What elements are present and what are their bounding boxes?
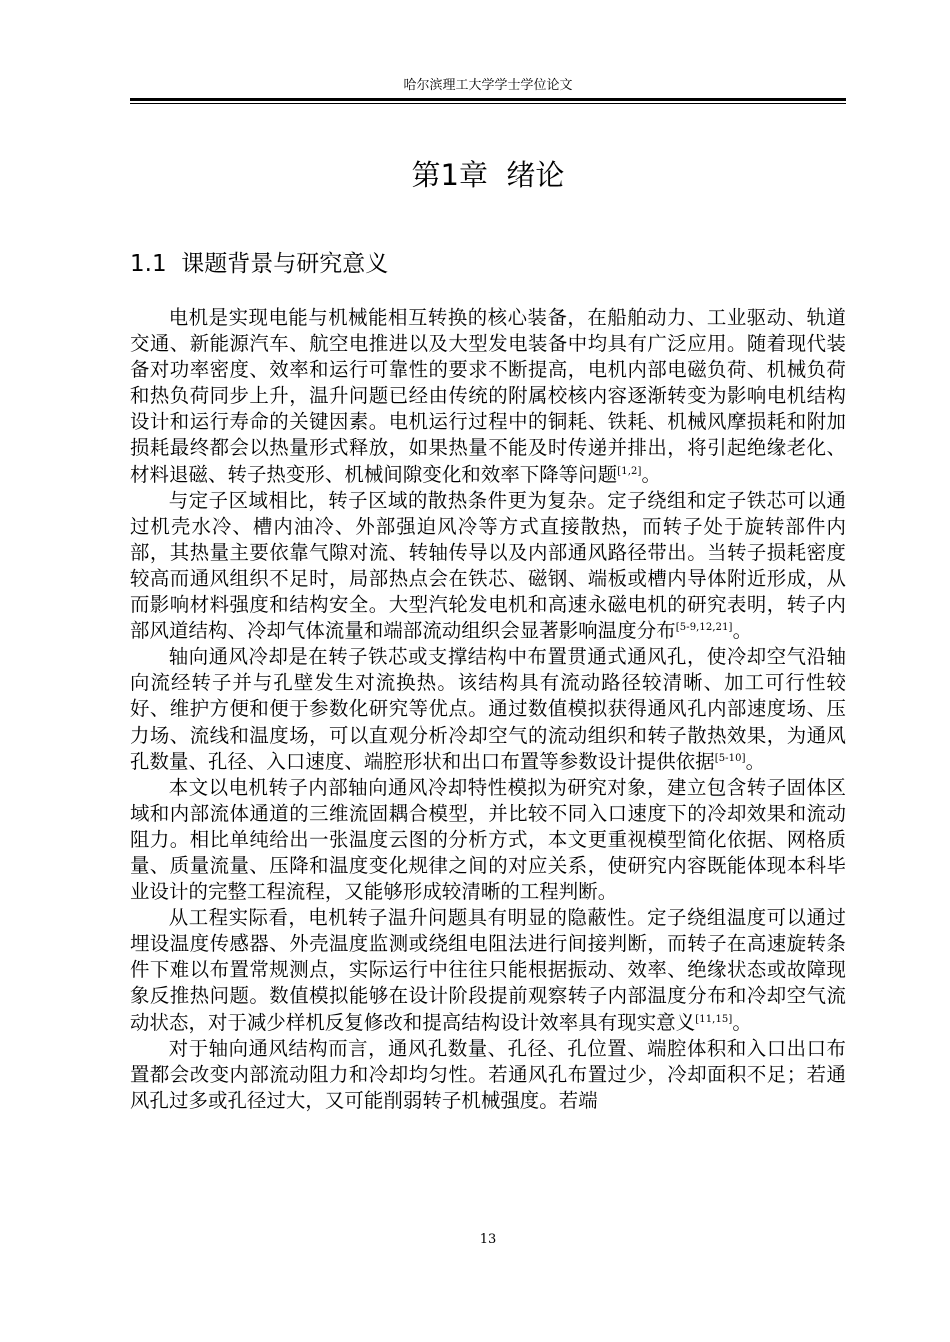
citation: [5-10] [714, 752, 746, 764]
header-rule-thin [130, 103, 846, 104]
paragraph-text: 从工程实际看，电机转子温升问题具有明显的隐蔽性。定子绕组温度可以通过埋设温度传感器、外壳温度监测或绕组电阻法进行间接判断，而转子在高速旋转条件下难以布置常规测点，实际运行中往往只能根据振动、效率、绝缘状态或故障现象反推热问题。数值模拟能够在设计阶段提前观察转子内部温度分布和冷却空气流动状态，对于减少样机反复修改和提高结构设计效率具有现实意义 [130, 906, 846, 1034]
paragraph-text: 轴向通风冷却是在转子铁芯或支撑结构中布置贯通式通风孔，使冷却空气沿轴向流经转子并与孔壁发生对流换热。该结构具有流动路径较清晰、加工可行性较好、维护方便和便于参数化研究等优点。通过数值模拟获得通风孔内部速度场、压力场、流线和温度场，可以直观分析冷却空气的流动组织和转子散热效果，为通风孔数量、孔径、入口速度、端腔形状和出口布置等参数设计提供依据 [130, 645, 846, 773]
paragraph [130, 305, 846, 488]
header-rule-thick [130, 98, 846, 101]
section-heading: 1.1 课题背景与研究意义 [130, 251, 389, 277]
paragraph-text: 本文以电机转子内部轴向通风冷却特性模拟为研究对象，建立包含转子固体区域和内部流体通道的三维流固耦合模型，并比较不同入口速度下的冷却效果和流动阻力。相比单纯给出一张温度云图的分析方式，本文更重视模型简化依据、网格质量、质量流量、压降和温度变化规律之间的对应关系，使研究内容既能体现本科毕业设计的完整工程流程，又能够形成较清晰的工程判断。 [130, 775, 846, 904]
paragraph-end: 。 [732, 1010, 752, 1034]
citation: [5-9,12,21] [675, 622, 733, 634]
citation: [11,15] [695, 1013, 733, 1025]
paragraph [130, 488, 846, 645]
paragraph [130, 1036, 846, 1114]
paragraph [130, 905, 846, 1035]
paragraph-end: 。 [641, 462, 661, 486]
paragraph-end: 。 [745, 749, 766, 773]
paragraph-end: 。 [732, 619, 753, 643]
page-number: 13 [479, 1232, 497, 1247]
paragraph-text: 对于轴向通风结构而言，通风孔数量、孔径、孔位置、端腔体积和入口出口布置都会改变内部流动阻力和冷却均匀性。若通风孔布置过少，冷却面积不足；若通风孔过多或孔径过大，又可能削弱转子机械强度。若端 [130, 1036, 846, 1112]
citation: [1,2] [617, 465, 642, 477]
body-text [130, 305, 846, 1114]
paragraph [130, 644, 846, 774]
running-header: 哈尔滨理工大学学士学位论文 [403, 78, 573, 93]
paragraph-text: 电机是实现电能与机械能相互转换的核心装备，在船舶动力、工业驱动、轨道交通、新能源汽车、航空电推进以及大型发电装备中均具有广泛应用。随着现代装备对功率密度、效率和运行可靠性的要求不断提高，电机内部电磁负荷、机械负荷和热负荷同步上升，温升问题已经由传统的附属校核内容逐渐转变为影响电机结构设计和运行寿命的关键因素。电机运行过程中的铜耗、铁耗、机械风摩损耗和附加损耗最终都会以热量形式释放，如果热量不能及时传递并排出，将引起绝缘老化、材料退磁、转子热变形、机械间隙变化和效率下降等问题 [130, 306, 846, 486]
chapter-title: 第1章 绪论 [411, 158, 565, 192]
paragraph-text: 与定子区域相比，转子区域的散热条件更为复杂。定子绕组和定子铁芯可以通过机壳水冷、槽内油冷、外部强迫风冷等方式直接散热，而转子处于旋转部件内部，其热量主要依靠气隙对流、转轴传导以及内部通风路径带出。当转子损耗密度较高而通风组织不足时，局部热点会在铁芯、磁钢、端板或槽内导体附近形成，从而影响材料强度和结构安全。大型汽轮发电机和高速永磁电机的研究表明，转子内部风道结构、冷却气体流量和端部流动组织会显著影响温度分布 [130, 488, 846, 643]
paragraph [130, 775, 846, 905]
